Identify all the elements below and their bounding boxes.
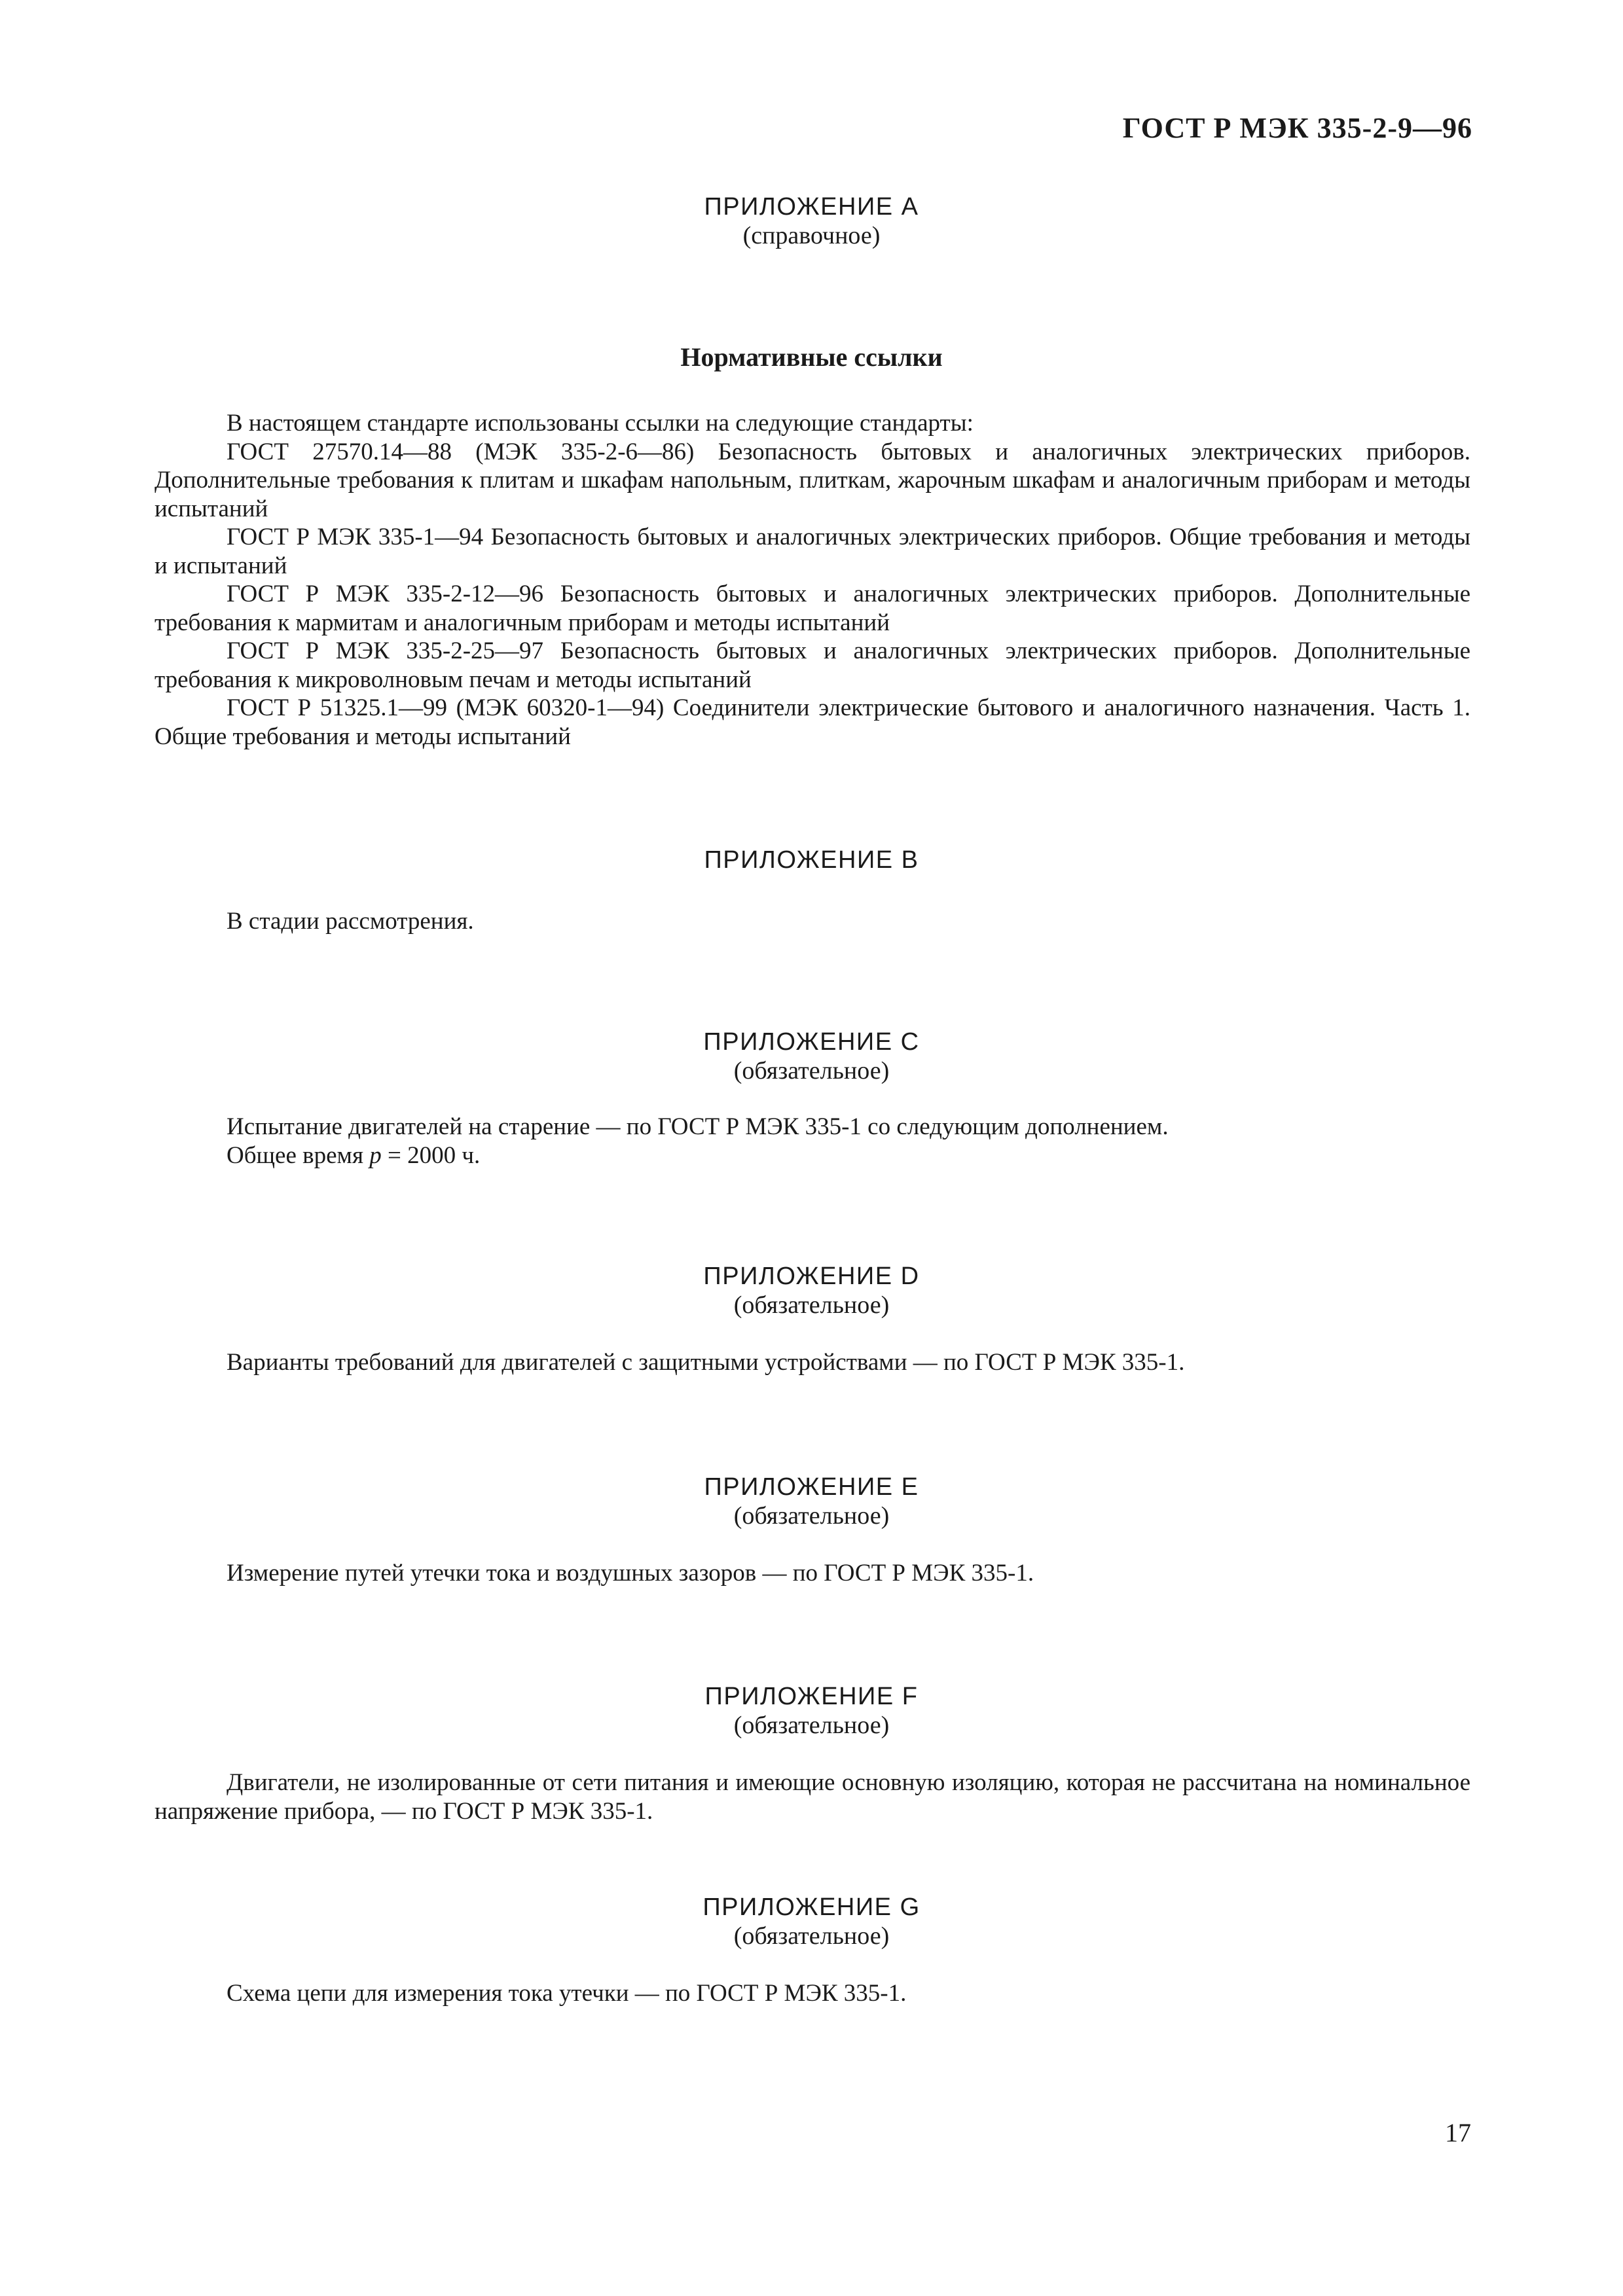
reference-item: ГОСТ Р МЭК 335-1—94 Безопасность бытовых и аналогичных электрических приборов. Общие требования и методы и испытаний [155, 524, 1470, 579]
annex-d-title: ПРИЛОЖЕНИЕ D [703, 1263, 920, 1290]
annex-c-text-line1: Испытание двигателей на старение — по ГОСТ Р МЭК 335-1 со следующим дополнением. [227, 1113, 1169, 1140]
annex-c-text-line2 [227, 1141, 480, 1170]
annex-c-title: ПРИЛОЖЕНИЕ С [703, 1028, 920, 1056]
annex-f-text: Двигатели, не изолированные от сети питания и имеющие основную изоляцию, которая не рассчитана на номинальное напряжение прибора, — по ГОСТ Р МЭК 335-1. [155, 1769, 1470, 1825]
annex-e-text: Измерение путей утечки тока и воздушных зазоров — по ГОСТ Р МЭК 335-1. [227, 1560, 1034, 1587]
annex-c-status: (обязательное) [733, 1057, 890, 1085]
annex-g-text: Схема цепи для измерения тока утечки — по ГОСТ Р МЭК 335-1. [227, 1980, 907, 2007]
page-number: 17 [1445, 2118, 1471, 2147]
annex-d-status: (обязательное) [733, 1291, 890, 1319]
annex-b-title: ПРИЛОЖЕНИЕ В [704, 846, 919, 874]
annex-d-text: Варианты требований для двигателей с защитными устройствами — по ГОСТ Р МЭК 335-1. [227, 1349, 1185, 1376]
annex-f-title: ПРИЛОЖЕНИЕ F [704, 1683, 919, 1710]
annex-f-status: (обязательное) [733, 1712, 890, 1739]
references-intro: В настоящем стандарте использованы ссылки на следующие стандарты: [227, 410, 974, 437]
reference-item: ГОСТ Р 51325.1—99 (МЭК 60320-1—94) Соединители электрические бытового и аналогичного назначения. Часть 1. Общие требования и методы испытаний [155, 694, 1470, 750]
annex-c-line2-suffix: = 2000 ч. [381, 1142, 481, 1169]
reference-item: ГОСТ Р МЭК 335-2-12—96 Безопасность бытовых и аналогичных электрических приборов. Дополнительные требования к мармитам и аналогичным приборам и методы испытаний [155, 581, 1470, 636]
annex-c-variable-p: p [369, 1142, 382, 1169]
annex-b-text: В стадии рассмотрения. [227, 908, 474, 935]
annex-e-status: (обязательное) [733, 1502, 890, 1530]
normative-references-list [155, 409, 1470, 751]
reference-item: ГОСТ Р МЭК 335-2-25—97 Безопасность бытовых и аналогичных электрических приборов. Дополнительные требования к микроволновым печам и методы испытаний [155, 637, 1470, 693]
annex-f-text-block [155, 1768, 1470, 1825]
annex-a-status: (справочное) [742, 222, 881, 249]
annex-e-title: ПРИЛОЖЕНИЕ Е [704, 1473, 919, 1501]
document-code-header: ГОСТ Р МЭК 335-2-9—96 [1122, 112, 1472, 144]
normative-references-heading: Нормативные ссылки [680, 342, 943, 372]
annex-g-title: ПРИЛОЖЕНИЕ G [702, 1893, 921, 1921]
annex-c-line2-prefix: Общее время [227, 1142, 370, 1169]
annex-g-status: (обязательное) [733, 1922, 890, 1950]
annex-a-title: ПРИЛОЖЕНИЕ А [704, 193, 919, 221]
reference-item: ГОСТ 27570.14—88 (МЭК 335-2-6—86) Безопасность бытовых и аналогичных электрических приборов. Дополнительные требования к плитам и шкафам напольным, плиткам, жарочным шкафам и аналогичным приборам и методы испытаний [155, 438, 1470, 522]
